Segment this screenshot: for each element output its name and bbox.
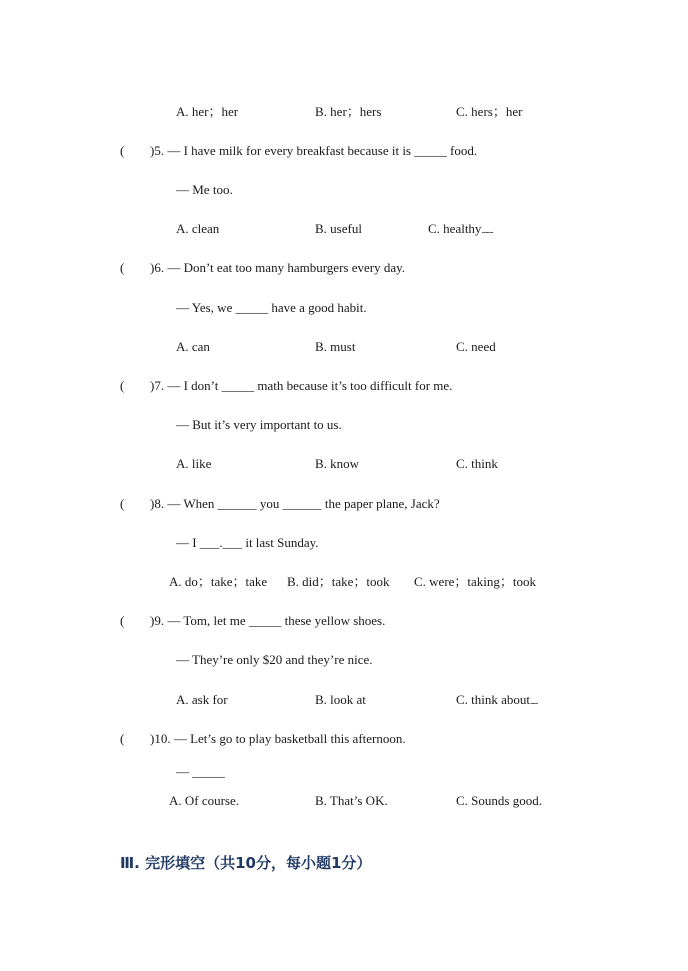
q6-option-b: B. must (315, 339, 356, 354)
q8-response: — I ___.___ it last Sunday. (176, 535, 319, 550)
q10-option-a: A. Of course. (169, 793, 240, 808)
q10-option-b: B. That’s OK. (315, 793, 388, 808)
q7-question-text: )7. — I don’t _____ math because it’s too difficult for me. (150, 378, 453, 393)
q7-response: — But it’s very important to us. (176, 417, 342, 432)
q5-answer-paren: ( (120, 143, 125, 158)
q5-option-a: A. clean (176, 221, 220, 236)
q5-question-text: )5. — I have milk for every breakfast because it is _____ food. (150, 143, 478, 158)
q9-option-a: A. ask for (176, 692, 228, 707)
q6-response: — Yes, we _____ have a good habit. (176, 300, 367, 315)
q7-option-b: B. know (315, 456, 360, 471)
q9-dot-leader: ...... (530, 696, 538, 706)
section-3-heading: Ⅲ. 完形填空（共10分，每小题1分） (120, 854, 372, 872)
q5-dot-leader: ......... (481, 225, 493, 235)
q4-option-a: A. her；her (176, 104, 239, 119)
q10-option-c: C. Sounds good. (456, 793, 542, 808)
q6-option-a: A. can (176, 339, 210, 354)
q4-option-b: B. her；hers (315, 104, 382, 119)
q10-question-text: )10. — Let’s go to play basketball this afternoon. (150, 731, 406, 746)
q8-option-b: B. did；take；took (287, 574, 390, 589)
q7-answer-paren: ( (120, 378, 125, 393)
q6-answer-paren: ( (120, 260, 125, 275)
q5-option-c-text: C. healthy (428, 221, 482, 236)
q4-option-c: C. hers；her (456, 104, 523, 119)
q6-question-text: )6. — Don’t eat too many hamburgers every day. (150, 260, 405, 275)
q9-option-b: B. look at (315, 692, 366, 707)
q9-question-text: )9. — Tom, let me _____ these yellow shoes. (150, 613, 386, 628)
q5-option-b: B. useful (315, 221, 362, 236)
q5-response: — Me too. (176, 182, 233, 197)
q7-option-c: C. think (456, 456, 498, 471)
q7-option-a: A. like (176, 456, 212, 471)
q5-option-c (428, 221, 493, 238)
q6-option-c: C. need (456, 339, 496, 354)
q9-option-c (456, 692, 538, 709)
q8-option-a: A. do；take；take (169, 574, 268, 589)
q9-response: — They’re only $20 and they’re nice. (176, 652, 373, 667)
q10-answer-paren: ( (120, 731, 125, 746)
q10-response: — _____ (176, 764, 225, 779)
q8-option-c: C. were；taking；took (414, 574, 537, 589)
q8-answer-paren: ( (120, 496, 125, 511)
q8-question-text: )8. — When ______ you ______ the paper plane, Jack? (150, 496, 440, 511)
q9-option-c-text: C. think about (456, 692, 531, 707)
q9-answer-paren: ( (120, 613, 125, 628)
